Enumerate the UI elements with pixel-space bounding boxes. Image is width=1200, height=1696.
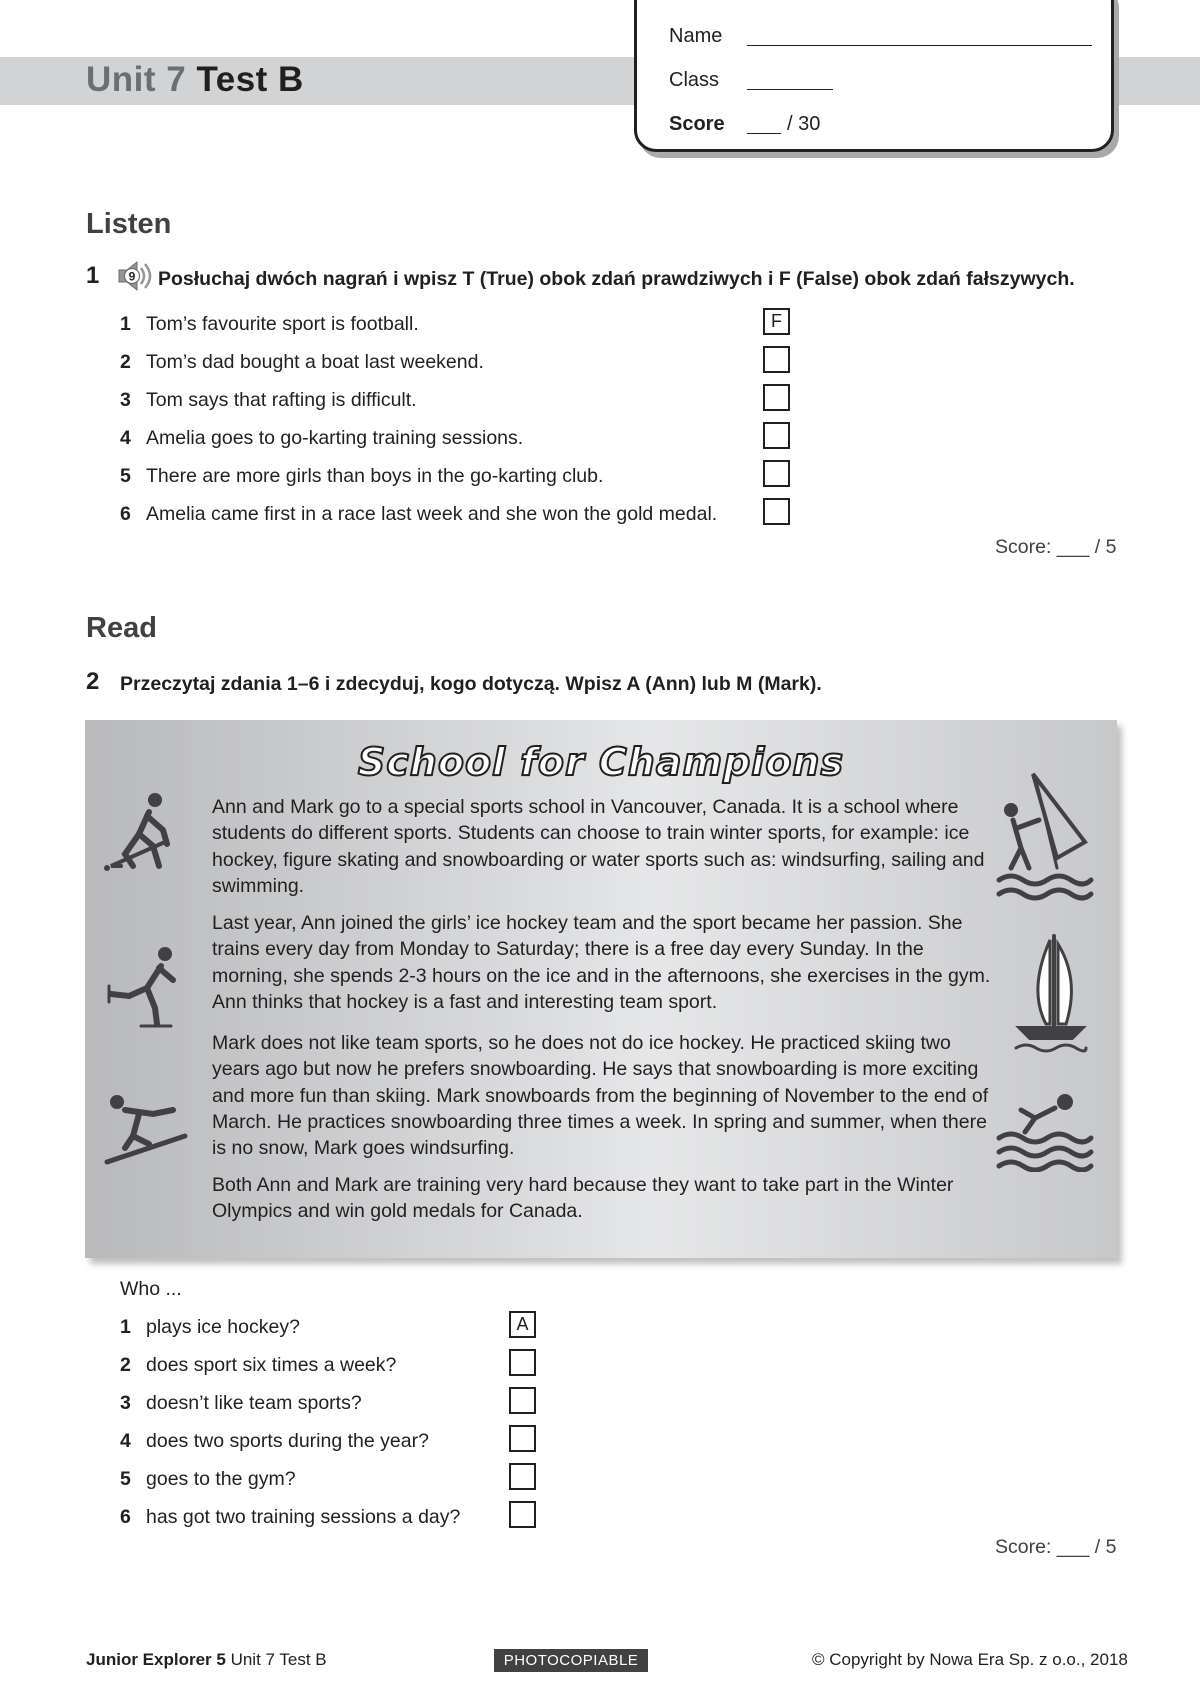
listen-item xyxy=(120,465,603,488)
article-paragraph: Last year, Ann joined the girls’ ice hockey team and the sport became her passion. She trains every day from Monday to Saturday; there is a free day every Sunday. In the morning, she spends 2-3 hours on the ice and in the afternoons, she exercises in the gym. Ann thinks that hockey is a fast and interesting team sport. xyxy=(212,912,991,1013)
article-title: School for Champions xyxy=(357,740,845,784)
read-item-text: does sport six times a week? xyxy=(146,1354,397,1376)
listen-item xyxy=(120,503,717,526)
read-item-number: 4 xyxy=(120,1430,131,1452)
read-item xyxy=(120,1392,362,1415)
article-paragraph: Mark does not like team sports, so he does not do ice hockey. He practiced skiing two years ago but now he prefers snowboarding. He says that snowboarding is more exciting and more fun than skiing. Mark snowboards from the beginning of November to the end of March. He practices snowboarding three times a week. In spring and summer, when there is no snow, Mark goes windsurfing. xyxy=(212,1032,989,1160)
read-answer-box[interactable] xyxy=(509,1463,536,1490)
read-item-text: has got two training sessions a day? xyxy=(146,1506,461,1528)
read-answer-box[interactable] xyxy=(509,1349,536,1376)
ice-hockey-icon xyxy=(103,790,187,874)
footer-book-title: Junior Explorer 5 xyxy=(86,1650,226,1669)
read-item-number: 5 xyxy=(120,1468,131,1490)
listen-item-number: 1 xyxy=(120,313,131,335)
snowboarding-icon xyxy=(103,1092,189,1168)
read-answer-box[interactable] xyxy=(509,1425,536,1452)
who-label: Who ... xyxy=(120,1278,182,1300)
photocopiable-badge: PHOTOCOPIABLE xyxy=(494,1649,648,1672)
read-item-number: 1 xyxy=(120,1316,131,1338)
article-paragraph: Both Ann and Mark are training very hard because they want to take part in the Winter Olympics and win gold medals for Canada. xyxy=(212,1174,954,1223)
read-item xyxy=(120,1354,396,1377)
listen-answer-box[interactable] xyxy=(763,498,790,525)
listen-item-text: Tom says that rafting is difficult. xyxy=(146,389,417,411)
reading-text-panel xyxy=(85,720,1117,1258)
read-answer-box[interactable] xyxy=(509,1501,536,1528)
page-title xyxy=(86,60,304,100)
listen-item xyxy=(120,313,419,336)
listen-item-number: 3 xyxy=(120,389,131,411)
listen-item xyxy=(120,427,523,450)
read-item xyxy=(120,1468,296,1491)
listen-item-number: 4 xyxy=(120,427,131,449)
read-answer-box[interactable] xyxy=(509,1387,536,1414)
exercise-1-instruction: Posłuchaj dwóch nagrań i wpisz T (True) obok zdań prawdziwych i F (False) obok zdań fałszywych. xyxy=(158,268,1075,290)
listen-answer-box[interactable] xyxy=(763,346,790,373)
read-item-text: goes to the gym? xyxy=(146,1468,296,1490)
listen-score: Score: ___ / 5 xyxy=(995,536,1117,558)
score-label: Score xyxy=(669,113,725,135)
read-score: Score: ___ / 5 xyxy=(995,1536,1117,1558)
read-item xyxy=(120,1316,300,1339)
read-item-text: plays ice hockey? xyxy=(146,1316,300,1338)
exercise-1-number: 1 xyxy=(86,262,100,289)
listen-item-text: Amelia goes to go-karting training sessions. xyxy=(146,427,524,449)
listen-item-text: Tom’s favourite sport is football. xyxy=(146,313,419,335)
listen-item-number: 6 xyxy=(120,503,131,525)
read-item xyxy=(120,1430,429,1453)
sailing-icon xyxy=(1010,930,1090,1060)
test-label: Test B xyxy=(196,60,304,99)
footer-copyright: © Copyright by Nowa Era Sp. z o.o., 2018 xyxy=(812,1650,1128,1669)
footer-book-info xyxy=(86,1650,327,1670)
class-field[interactable] xyxy=(747,89,833,90)
windsurfing-icon xyxy=(995,768,1095,908)
listen-item xyxy=(120,389,417,412)
read-item-text: does two sports during the year? xyxy=(146,1430,429,1452)
name-field[interactable] xyxy=(747,45,1092,46)
read-item-number: 3 xyxy=(120,1392,131,1414)
listen-answer-box[interactable]: F xyxy=(763,308,790,335)
article-paragraph: Ann and Mark go to a special sports school in Vancouver, Canada. It is a school where students do different sports. Students can choose to train winter sports, for example: ice hockey, figure skating and snowboarding or water sports such as: windsurfing, sailing and swimming. xyxy=(212,796,985,897)
listen-item-text: Amelia came first in a race last week and she won the gold medal. xyxy=(146,503,718,525)
exercise-2-instruction: Przeczytaj zdania 1–6 i zdecyduj, kogo dotyczą. Wpisz A (Ann) lub M (Mark). xyxy=(120,673,822,695)
student-info-box xyxy=(634,0,1114,152)
read-item xyxy=(120,1506,460,1529)
exercise-2-number: 2 xyxy=(86,668,100,695)
listen-answer-box[interactable] xyxy=(763,460,790,487)
read-item-number: 2 xyxy=(120,1354,131,1376)
read-heading: Read xyxy=(86,612,157,644)
read-item-text: doesn’t like team sports? xyxy=(146,1392,362,1414)
score-total: / 30 xyxy=(787,113,821,135)
listen-item-text: Tom’s dad bought a boat last weekend. xyxy=(146,351,484,373)
read-item-number: 6 xyxy=(120,1506,131,1528)
footer-unit-test: Unit 7 Test B xyxy=(230,1650,327,1669)
unit-label: Unit 7 xyxy=(86,60,187,99)
skating-icon xyxy=(105,942,185,1032)
audio-icon[interactable] xyxy=(115,259,157,293)
swimming-icon xyxy=(995,1088,1095,1172)
track-number: 9 xyxy=(128,269,136,284)
name-label: Name xyxy=(669,25,723,47)
score-field[interactable] xyxy=(747,133,781,134)
listen-item-number: 2 xyxy=(120,351,131,373)
listen-item xyxy=(120,351,484,374)
read-answer-box[interactable]: A xyxy=(509,1311,536,1338)
listen-answer-box[interactable] xyxy=(763,384,790,411)
listen-answer-box[interactable] xyxy=(763,422,790,449)
class-label: Class xyxy=(669,69,720,91)
listen-heading: Listen xyxy=(86,208,172,240)
listen-item-text: There are more girls than boys in the go-karting club. xyxy=(146,465,604,487)
listen-item-number: 5 xyxy=(120,465,131,487)
